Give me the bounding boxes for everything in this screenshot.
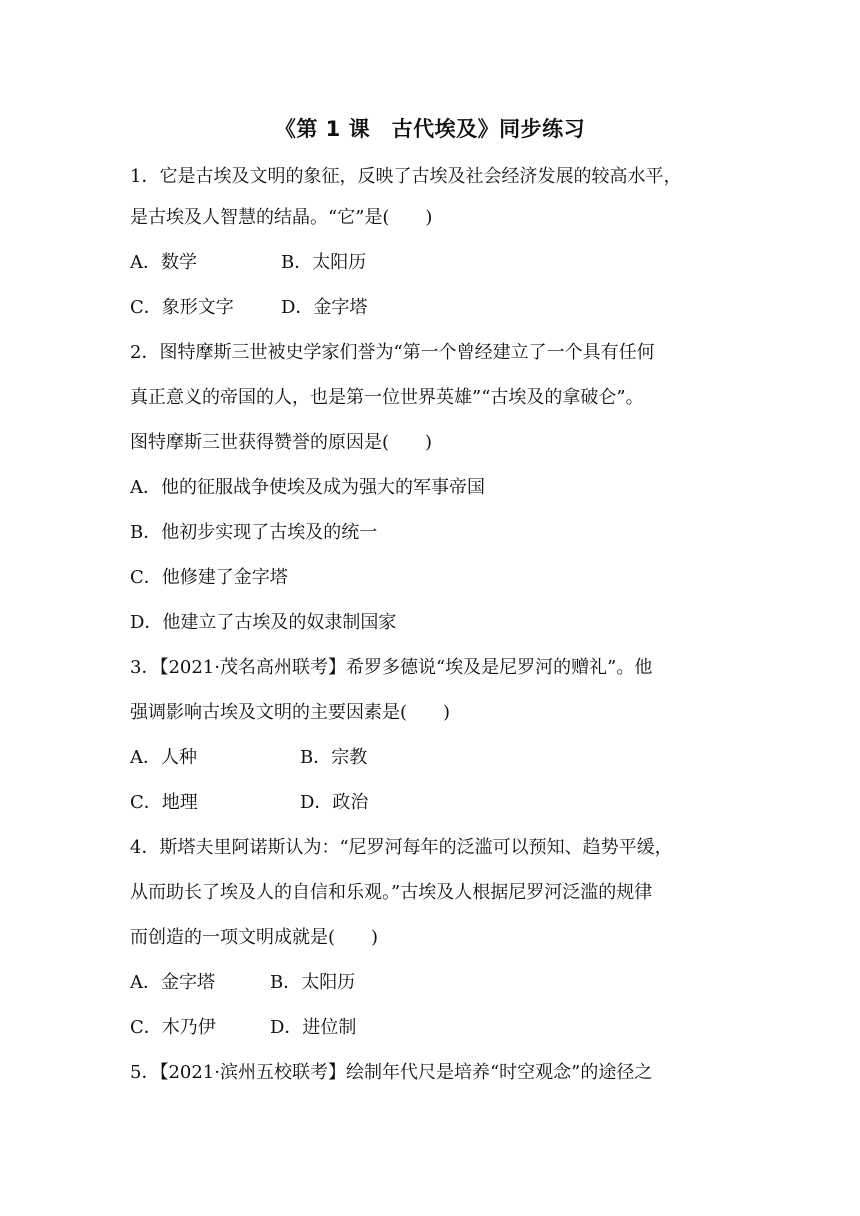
- q4-stem-line-1: 4．斯塔夫里阿诺斯认为：“尼罗河每年的泛滥可以预知、趋势平缓，: [130, 837, 673, 858]
- q4-option-a: A．金字塔: [130, 972, 215, 993]
- q1-stem-line-1: 1．它是古埃及文明的象征，反映了古埃及社会经济发展的较高水平，: [130, 166, 682, 187]
- q1-option-b: B．太阳历: [281, 252, 367, 273]
- q2-stem-line-3: 图特摩斯三世获得赞誉的原因是( ): [130, 432, 433, 453]
- q4-option-b: B．太阳历: [270, 972, 356, 993]
- q3-stem-line-1: 3．【2021·茂名高州联考】希罗多德说“埃及是尼罗河的赠礼”。他: [130, 657, 653, 678]
- q3-option-b: B．宗教: [300, 747, 368, 768]
- q5-stem-line-1: 5．【2021·滨州五校联考】绘制年代尺是培养“时空观念”的途径之: [130, 1062, 653, 1083]
- q3-option-a: A．人种: [130, 747, 197, 768]
- q2-stem-line-1: 2．图特摩斯三世被史学家们誉为“第一个曾经建立了一个具有任何: [130, 342, 655, 363]
- q3-option-c: C．地理: [130, 792, 198, 813]
- q1-option-a: A．数学: [130, 252, 197, 273]
- q1-option-d: D．金字塔: [281, 297, 368, 318]
- q3-stem-line-2: 强调影响古埃及文明的主要因素是( ): [130, 702, 451, 723]
- q4-stem-line-3: 而创造的一项文明成就是( ): [130, 927, 379, 948]
- q2-option-d: D．他建立了古埃及的奴隶制国家: [130, 612, 397, 633]
- page-title: 《第 1 课 古代埃及》同步练习: [274, 117, 586, 141]
- q3-option-d: D．政治: [300, 792, 369, 813]
- q2-option-a: A．他的征服战争使埃及成为强大的军事帝国: [130, 477, 485, 498]
- q4-option-c: C．木乃伊: [130, 1017, 216, 1038]
- q2-option-c: C．他修建了金字塔: [130, 567, 288, 588]
- q4-stem-line-2: 从而助长了埃及人的自信和乐观。”古埃及人根据尼罗河泛滥的规律: [130, 882, 653, 903]
- q2-stem-line-2: 真正意义的帝国的人，也是第一位世界英雄”“古埃及的拿破仑”。: [130, 387, 644, 408]
- q1-stem-line-2: 是古埃及人智慧的结晶。“它”是( ): [130, 207, 433, 228]
- q4-option-d: D．进位制: [270, 1017, 357, 1038]
- q2-option-b: B．他初步实现了古埃及的统一: [130, 522, 378, 543]
- q1-option-c: C．象形文字: [130, 297, 234, 318]
